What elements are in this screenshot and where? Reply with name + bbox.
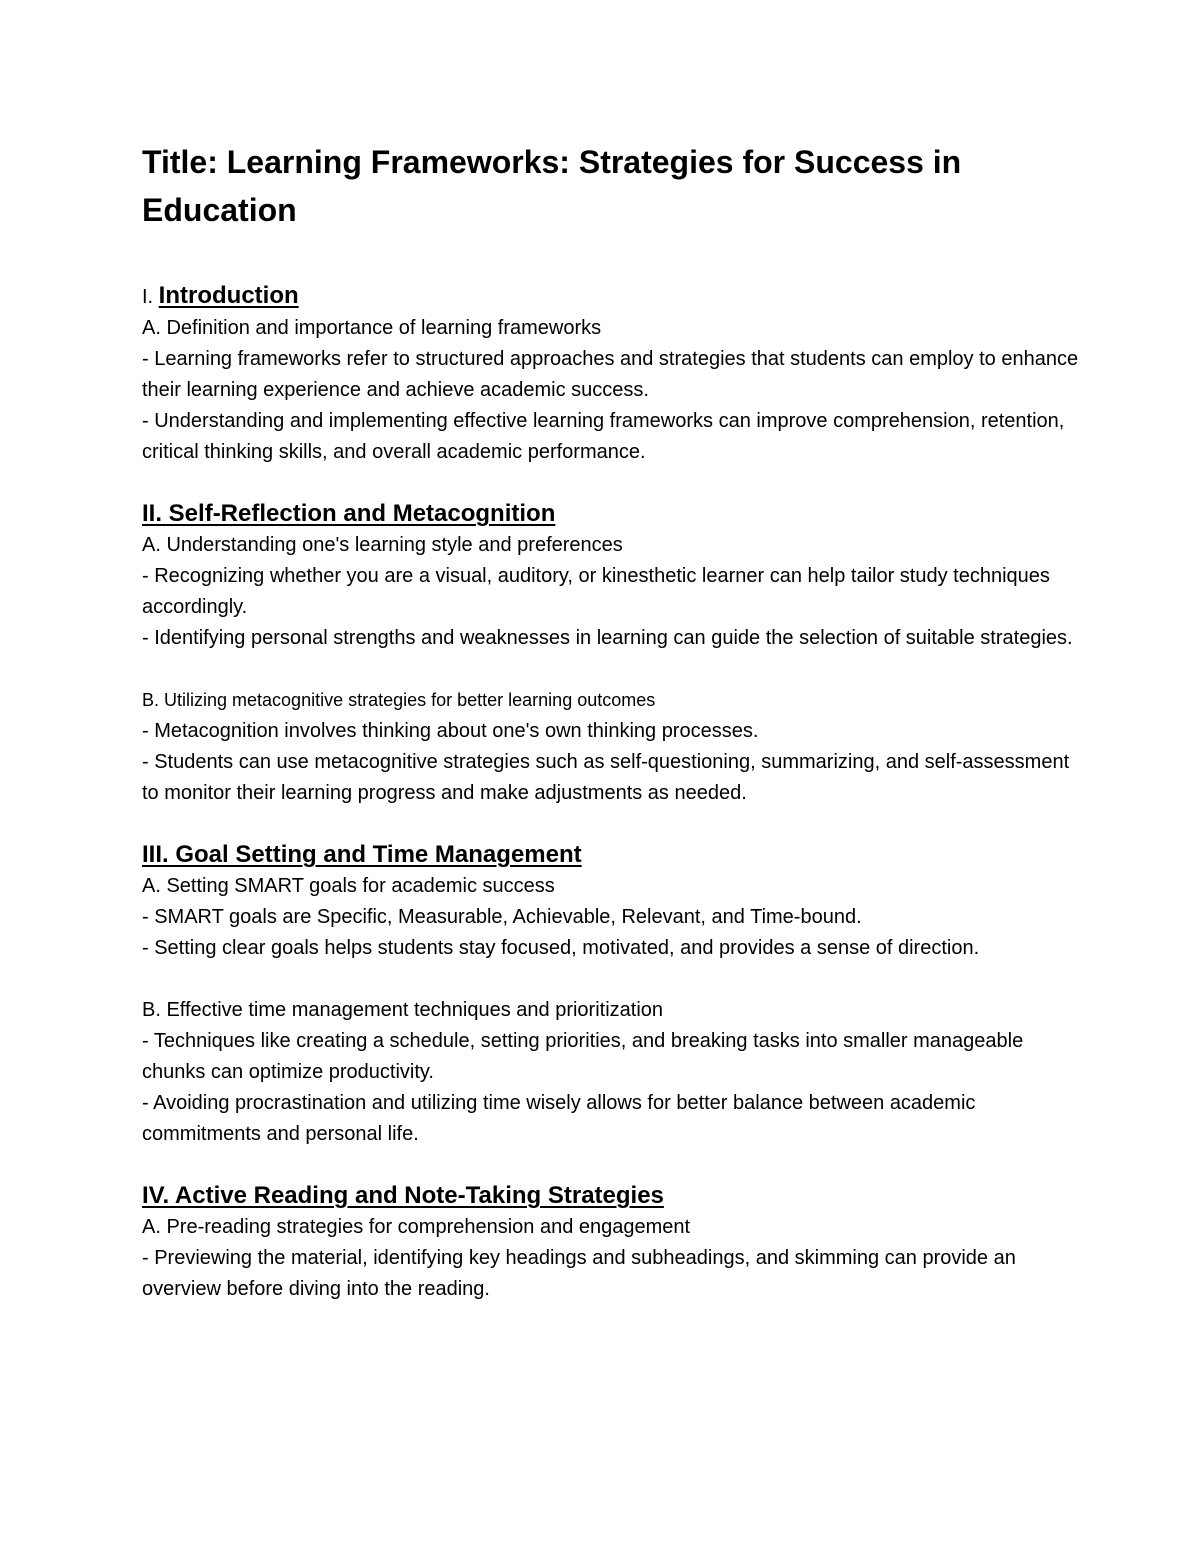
section-goal-setting	[142, 839, 1082, 1150]
section-self-reflection	[142, 498, 1082, 809]
bullet-point: - Avoiding procrastination and utilizing time wisely allows for better balance between academic commitments and personal life.	[142, 1092, 976, 1145]
bullet-point: - Students can use metacognitive strategies such as self-questioning, summarizing, and self-assessment to monitor their learning progress and make adjustments as needed.	[142, 751, 1070, 804]
subsection-label: A. Definition and importance of learning frameworks	[142, 317, 602, 339]
bullet-point: - Understanding and implementing effective learning frameworks can improve comprehension, retention, critical thinking skills, and overall academic performance.	[142, 410, 1065, 463]
section-heading	[142, 280, 1082, 313]
bullet-point: - Setting clear goals helps students stay focused, motivated, and provides a sense of direction.	[142, 937, 980, 959]
section-active-reading	[142, 1180, 1082, 1305]
subsection-label: A. Understanding one's learning style and preferences	[142, 534, 623, 556]
bullet-point: - Learning frameworks refer to structured approaches and strategies that students can employ to enhance their learning experience and achieve academic success.	[142, 348, 1079, 401]
bullet-point: - Previewing the material, identifying key headings and subheadings, and skimming can provide an overview before diving into the reading.	[142, 1247, 1016, 1300]
section-heading	[142, 498, 1082, 530]
subsection-label: B. Effective time management techniques and prioritization	[142, 999, 664, 1021]
bullet-point: - Recognizing whether you are a visual, auditory, or kinesthetic learner can help tailor study techniques accordingly.	[142, 565, 1050, 618]
bullet-point: - Identifying personal strengths and weaknesses in learning can guide the selection of suitable strategies.	[142, 627, 1073, 649]
section-introduction	[142, 280, 1082, 468]
document-title: Title: Learning Frameworks: Strategies for Success in Education	[142, 144, 962, 228]
section-heading	[142, 1180, 1082, 1212]
bullet-point: - Techniques like creating a schedule, setting priorities, and breaking tasks into smaller manageable chunks can optimize productivity.	[142, 1030, 1024, 1083]
subsection-label: A. Pre-reading strategies for comprehension and engagement	[142, 1216, 691, 1238]
subsection-label: A. Setting SMART goals for academic success	[142, 875, 555, 897]
subsection-label: B. Utilizing metacognitive strategies for better learning outcomes	[142, 690, 656, 710]
section-title: II. Self-Reflection and Metacognition	[142, 500, 556, 527]
section-number: I.	[142, 286, 159, 308]
bullet-point: - Metacognition involves thinking about one's own thinking processes.	[142, 720, 759, 742]
bullet-point: - SMART goals are Specific, Measurable, Achievable, Relevant, and Time-bound.	[142, 906, 862, 928]
section-heading	[142, 839, 1082, 871]
section-title: Introduction	[158, 282, 299, 309]
section-title: IV. Active Reading and Note-Taking Strategies	[142, 1182, 664, 1209]
section-title: III. Goal Setting and Time Management	[142, 841, 582, 868]
document-page	[142, 138, 1082, 1305]
